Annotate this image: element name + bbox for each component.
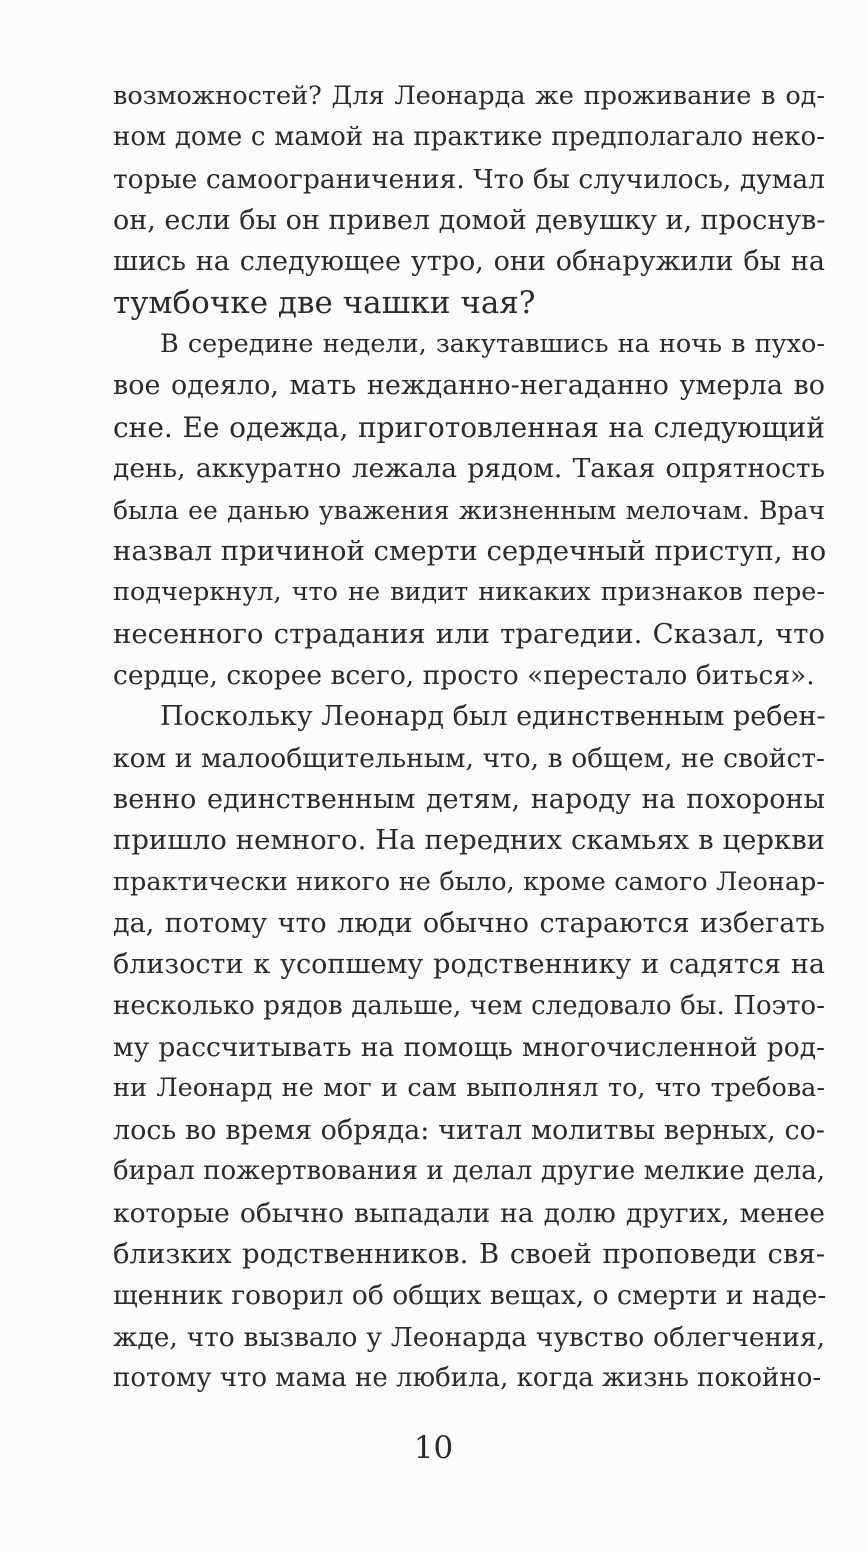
text-line-17: ком и малообщительным, что, в общем, не свойст- [113,742,825,774]
text-line-29: близких родственников. В своей проповеди свя- [113,1237,825,1270]
text-line-14: несенного страдания или трагедии. Сказал, что [113,617,825,650]
text-line-5: шись на следующее утро, они обнаружили бы на [113,246,825,278]
text-line-20: практически никого не было, кроме самого Леонар- [113,866,825,897]
text-line-27: бирал пожертвования и делал другие мелкие дела, [113,1156,825,1187]
text-line-12: назвал причиной смерти сердечный приступ, но [113,534,827,567]
text-line-21: да, потому что люди обычно стараются избегать [113,908,825,939]
text-line-22: близости к усопшему родственнику и садятся на [113,949,825,981]
text-line-10: день, аккуратно лежала рядом. Такая опрятность [113,453,825,485]
text-line-30: щенник говорил об общих вещах, о смерти и наде- [113,1280,827,1312]
text-line-26: лось во время обряда: читал молитвы верных, со- [113,1114,825,1146]
text-line-19: пришло немного. На передних скамьях в церкви [113,824,825,857]
text-line-4: он, если бы он привел домой девушку и, проснув- [113,205,826,237]
text-line-18: венно единственным детям, народу на похороны [113,784,825,815]
text-line-31: жде, что вызвало у Леонарда чувство облегчения, [113,1321,825,1353]
text-line-11: была ее данью уважения жизненным мелочам. Врач [113,495,825,525]
text-line-3: торые самоограничения. Что бы случилось, думал [113,163,825,195]
text-line-25: ни Леонард не мог и сам выполнял то, что требова- [113,1073,825,1104]
text-line-8: вое одеяло, мать нежданно-негаданно умерла во [113,370,825,402]
text-line-23: несколько рядов дальше, чем следовало бы. Поэто- [113,990,825,1021]
text-line-7: В середине недели, закутавшись на ночь в пухо- [160,329,825,360]
text-line-2: ном доме с мамой на практике предполагало неко- [113,122,825,153]
text-line-32: потому что мама не любила, когда жизнь покойно- [113,1362,822,1393]
page-number: 10 [413,1430,454,1466]
text-line-1: возможностей? Для Леонарда же проживание в од- [113,81,825,111]
text-line-6: тумбочке две чашки чая? [113,284,536,321]
text-line-16: Поскольку Леонард был единственным ребен- [160,701,826,733]
text-line-28: которые обычно выпадали на долю других, менее [113,1197,825,1229]
text-line-15: сердце, скорее всего, просто «перестало биться». [113,659,815,691]
text-line-24: му рассчитывать на помощь многочисленной род- [113,1032,825,1064]
text-line-9: сне. Ее одежда, приготовленная на следующий [113,410,825,444]
text-line-13: подчеркнул, что не видит никаких признаков пере- [113,577,825,608]
